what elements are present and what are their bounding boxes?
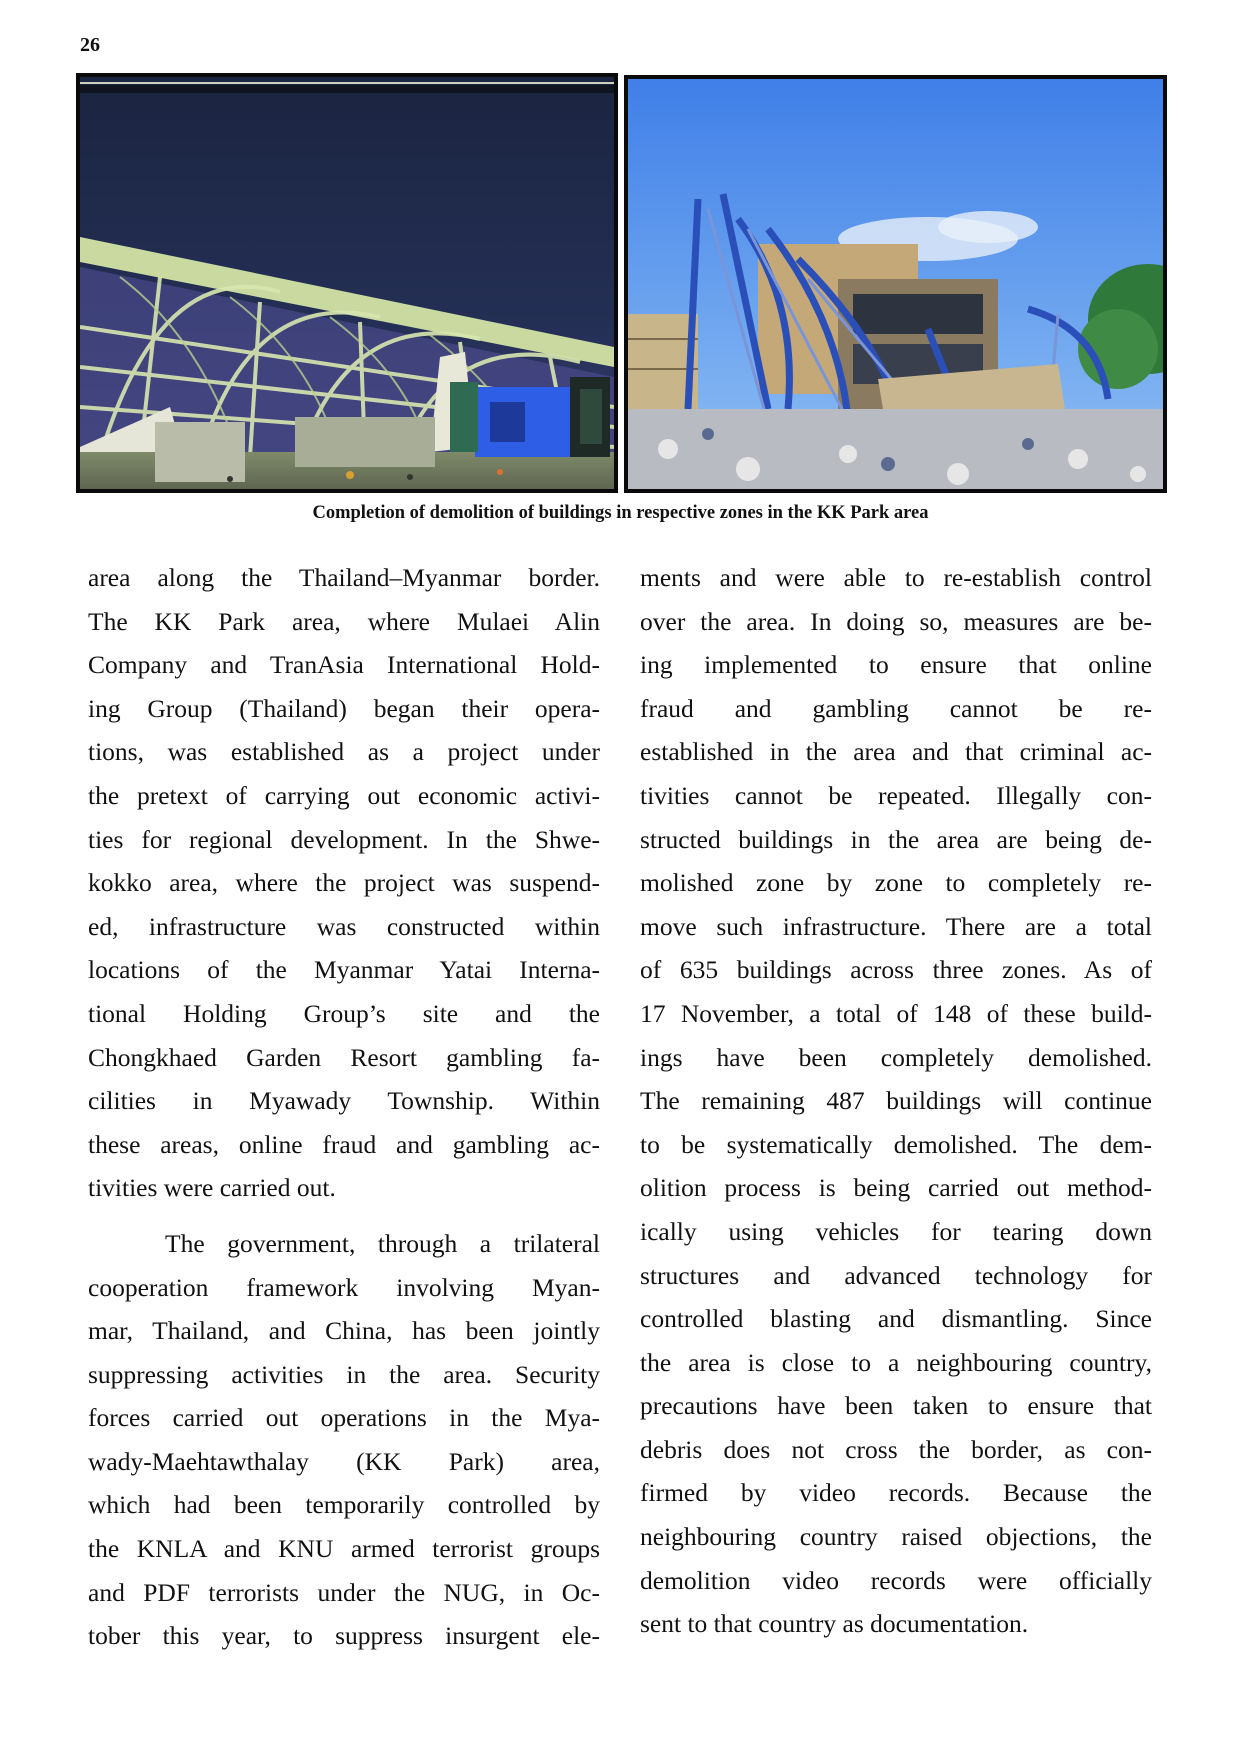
text-line: Chongkhaed Garden Resort gambling fa- xyxy=(88,1042,600,1072)
text-line: The government, through a trilateral xyxy=(165,1228,600,1258)
text-line: firmed by video records. Because the xyxy=(640,1478,1152,1508)
text-line: forces carried out operations in the Mya- xyxy=(88,1403,600,1433)
text-line: demolition video records were officially xyxy=(640,1565,1152,1595)
text-line: tional Holding Group’s site and the xyxy=(88,998,600,1028)
text-line: ments and were able to re-establish control xyxy=(640,563,1152,592)
text-line: Company and TranAsia International Hold- xyxy=(88,650,600,680)
text-line: the area is close to a neighbouring country, xyxy=(640,1347,1152,1377)
text-line: ing Group (Thailand) began their opera- xyxy=(88,693,600,723)
text-line: suppressing activities in the area. Security xyxy=(88,1359,600,1389)
text-line: ed, infrastructure was constructed within xyxy=(88,911,600,941)
text-line: The remaining 487 buildings will continue xyxy=(640,1086,1152,1116)
text-line: molished zone by zone to completely re- xyxy=(640,868,1152,898)
text-line: structures and advanced technology for xyxy=(640,1260,1152,1290)
text-column-right xyxy=(640,556,1152,1646)
text-line: debris does not cross the border, as con- xyxy=(640,1434,1152,1464)
text-line: cooperation framework involving Myan- xyxy=(88,1272,600,1302)
photo-demolished-building xyxy=(624,75,1167,493)
text-line: and PDF terrorists under the NUG, in Oc- xyxy=(88,1577,600,1607)
text-line: the KNLA and KNU armed terrorist groups xyxy=(88,1534,600,1564)
text-line: over the area. In doing so, measures are be- xyxy=(640,606,1152,636)
text-line: which had been temporarily controlled by xyxy=(88,1490,600,1520)
text-line: ties for regional development. In the Shwe- xyxy=(88,824,600,854)
text-line: mar, Thailand, and China, has been jointly xyxy=(88,1316,600,1346)
text-line: tober this year, to suppress insurgent ele- xyxy=(88,1621,600,1651)
figure-caption: Completion of demolition of buildings in respective zones in the KK Park area xyxy=(312,503,929,523)
text-line: of 635 buildings across three zones. As of xyxy=(640,955,1152,985)
text-line: established in the area and that criminal ac- xyxy=(640,737,1152,767)
photo-collapsed-roof xyxy=(76,73,618,493)
text-line: to be systematically demolished. The dem- xyxy=(640,1129,1152,1159)
text-line: fraud and gambling cannot be re- xyxy=(640,693,1152,723)
text-line: precautions have been taken to ensure that xyxy=(640,1391,1152,1421)
text-line: move such infrastructure. There are a total xyxy=(640,911,1152,941)
text-line: ically using vehicles for tearing down xyxy=(640,1216,1152,1246)
text-column-left xyxy=(88,556,600,1658)
paragraph-gap xyxy=(88,1210,600,1222)
text-line: olition process is being carried out method- xyxy=(640,1173,1152,1203)
text-line: wady-Maehtawthalay (KK Park) area, xyxy=(88,1446,600,1476)
text-line: neighbouring country raised objections, the xyxy=(640,1522,1152,1552)
collapsed-roof-image xyxy=(80,77,614,489)
text-line: 17 November, a total of 148 of these build- xyxy=(640,998,1152,1028)
demolished-building-image xyxy=(628,79,1163,489)
text-line: kokko area, where the project was suspend- xyxy=(88,868,600,898)
text-line: tivities cannot be repeated. Illegally con- xyxy=(640,780,1152,810)
text-line: these areas, online fraud and gambling ac- xyxy=(88,1129,600,1159)
text-line: The KK Park area, where Mulaei Alin xyxy=(88,606,600,636)
text-line: sent to that country as documentation. xyxy=(640,1609,1029,1639)
text-line: ing implemented to ensure that online xyxy=(640,650,1152,680)
text-line: locations of the Myanmar Yatai Interna- xyxy=(88,955,600,985)
text-line: controlled blasting and dismantling. Since xyxy=(640,1304,1152,1334)
text-line: the pretext of carrying out economic activi- xyxy=(88,780,600,810)
text-line: area along the Thailand–Myanmar border. xyxy=(88,563,600,592)
text-line: structed buildings in the area are being de- xyxy=(640,824,1152,854)
text-line: tivities were carried out. xyxy=(88,1173,336,1203)
text-line: ings have been completely demolished. xyxy=(640,1042,1152,1072)
text-line: tions, was established as a project under xyxy=(88,737,600,767)
page-number: 26 xyxy=(80,34,100,56)
text-line: cilities in Myawady Township. Within xyxy=(88,1086,600,1116)
